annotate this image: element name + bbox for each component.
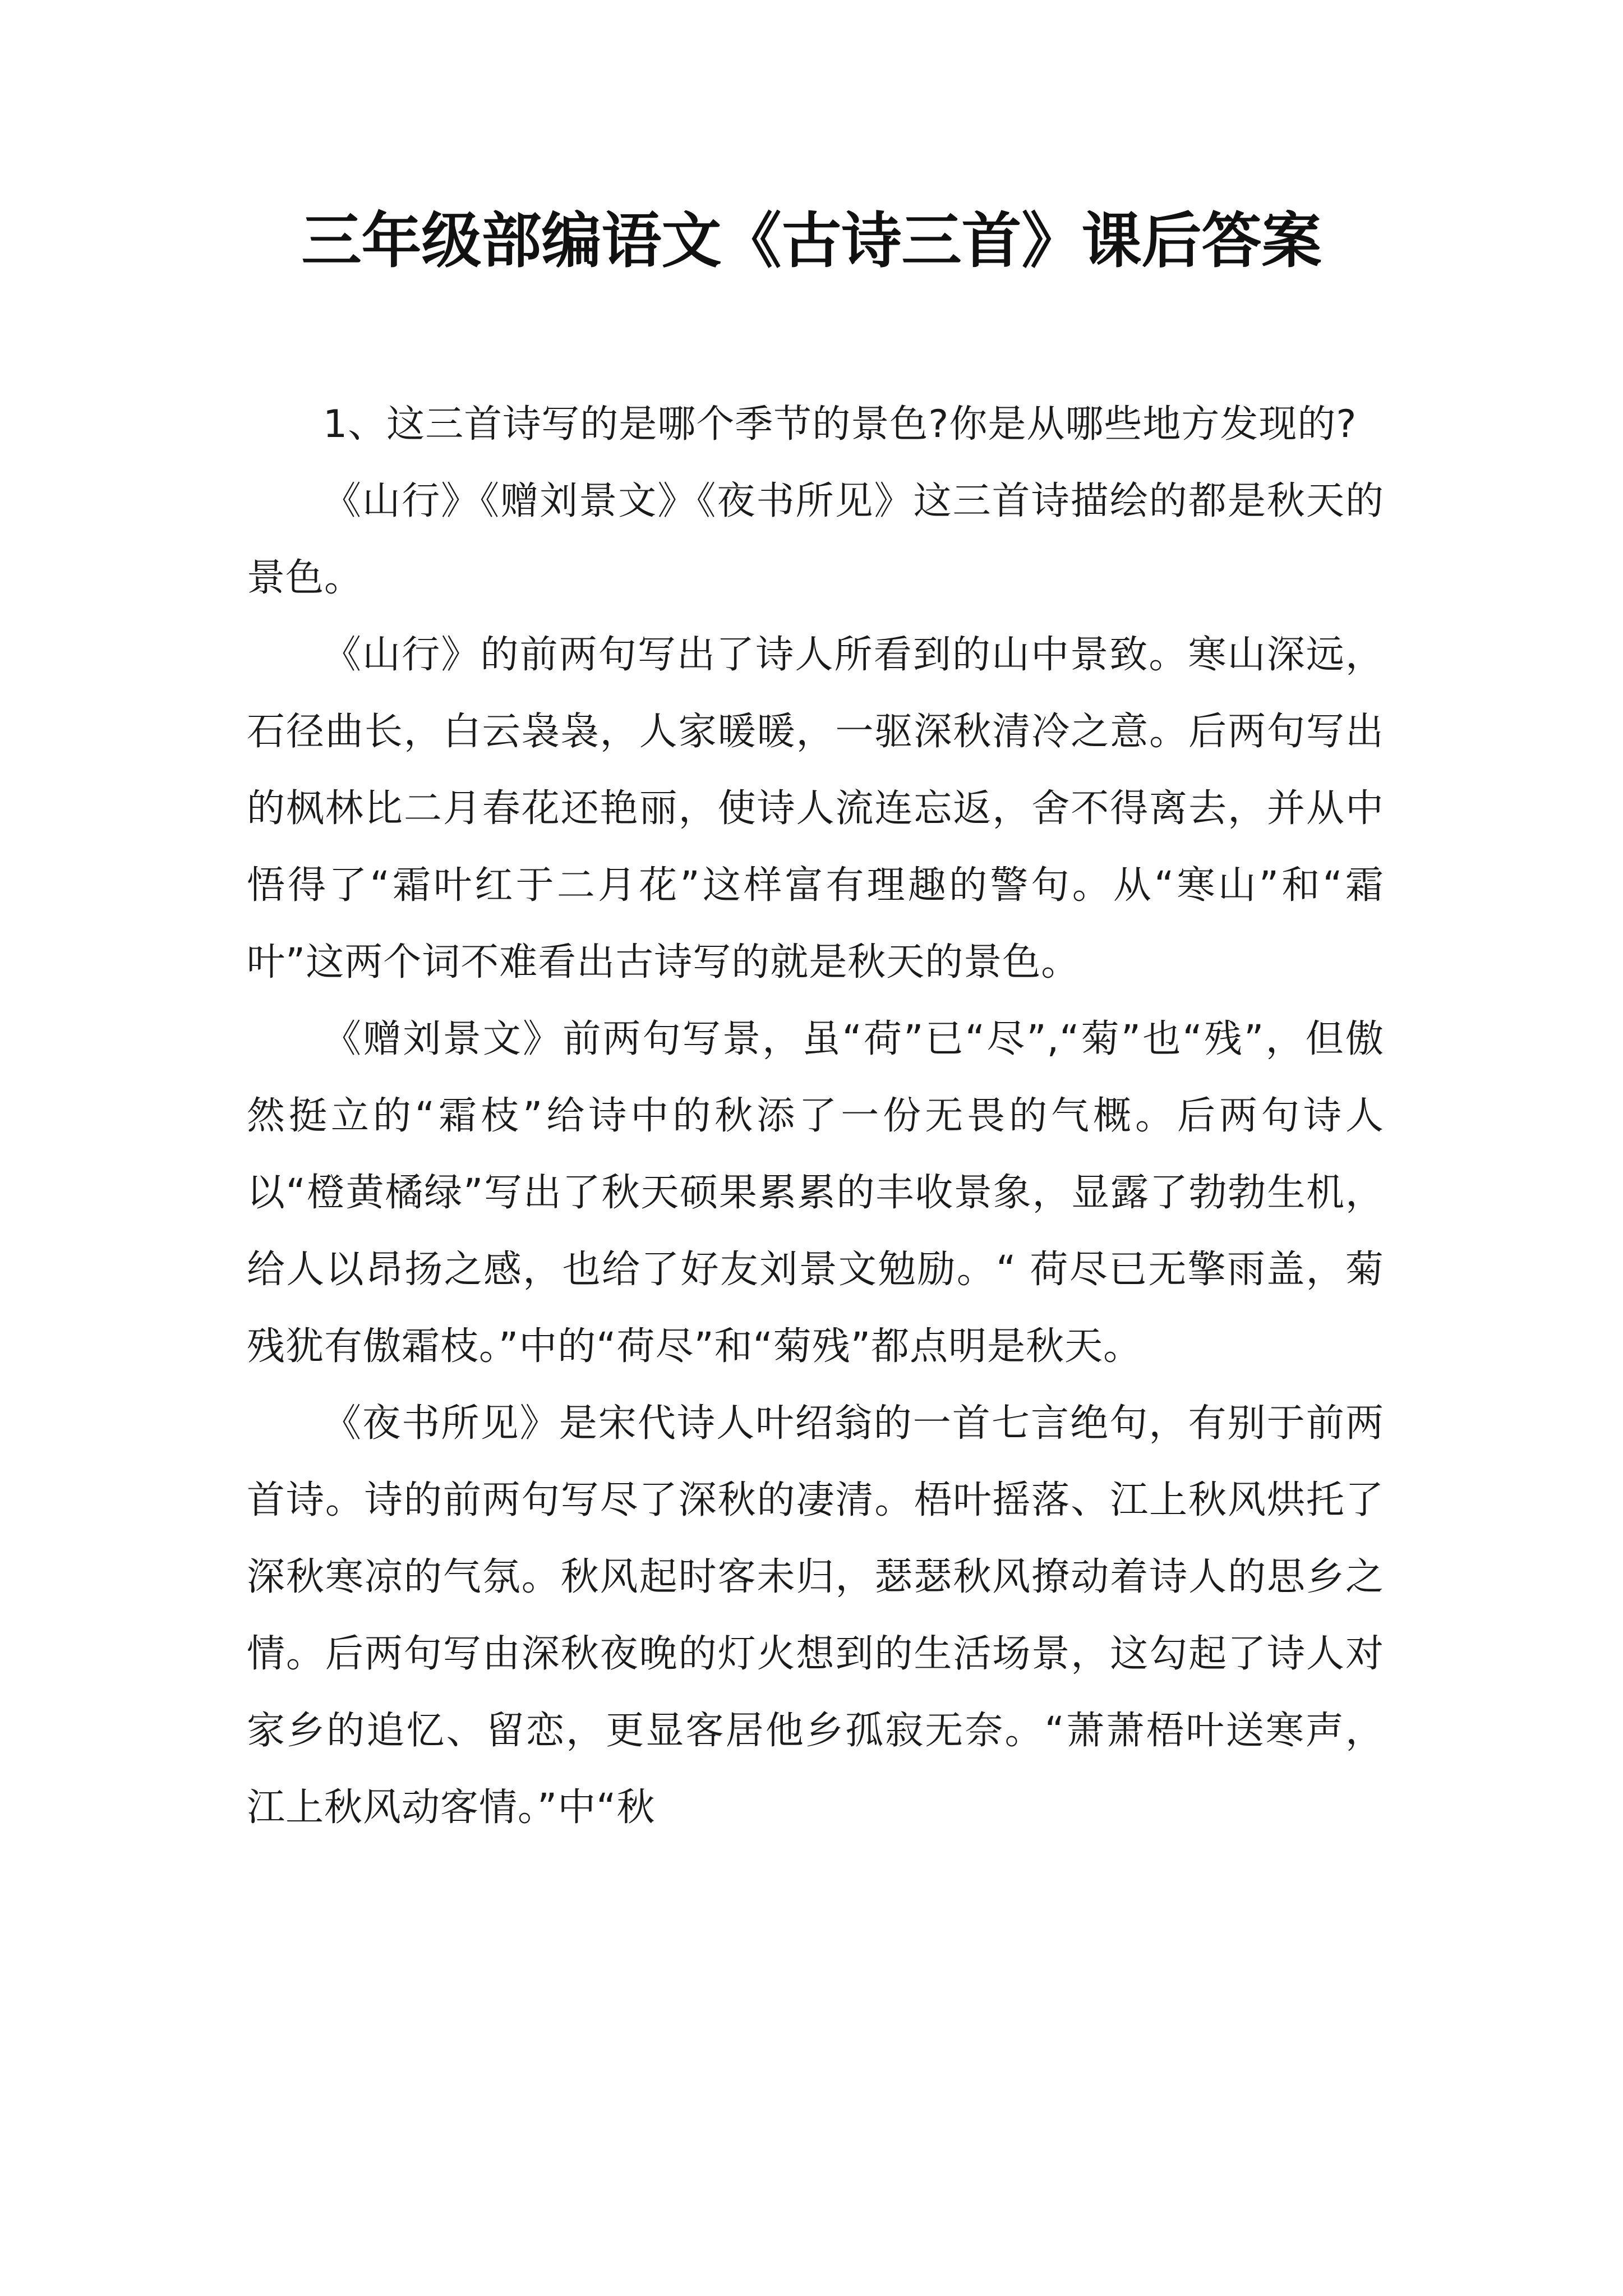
document-title: 三年级部编语文《古诗三首》课后答案 xyxy=(301,206,1322,276)
paragraph-answer-summary: 《山行》《赠刘景文》《夜书所见》这三首诗描绘的都是秋天的景色。 xyxy=(247,479,1384,600)
document-body xyxy=(247,386,1384,1846)
paragraph-ye-shu-suo-jian: 《夜书所见》是宋代诗人叶绍翁的一首七言绝句，有别于前两首诗。诗的前两句写尽了深秋的凄清。梧叶摇落、江上秋风烘托了深秋寒凉的气氛。秋风起时客未归，瑟瑟秋风撩动着诗人的思乡之情。后两句写由深秋夜晚的灯火想到的生活场景，这勾起了诗人对家乡的追忆、留恋，更显客居他乡孤寂无奈。“萧萧梧叶送寒声，江上秋风动客情。”中“秋 xyxy=(247,1401,1384,1830)
paragraph-zeng-liu-jingwen: 《赠刘景文》前两句写景，虽“荷”已“尽”,“菊”也“残”，但傲然挺立的“霜枝”给诗中的秋添了一份无畏的气概。后两句诗人以“橙黄橘绿”写出了秋天硕果累累的丰收景象，显露了勃勃生机，给人以昂扬之感，也给了好友刘景文勉励。“ 荷尽已无擎雨盖，菊残犹有傲霜枝。”中的“荷尽”和“菊残”都点明是秋天。 xyxy=(247,1017,1384,1369)
paragraph-shanxing: 《山行》的前两句写出了诗人所看到的山中景致。寒山深远，石径曲长，白云袅袅，人家暖暖，一驱深秋清冷之意。后两句写出的枫林比二月春花还艳丽，使诗人流连忘返，舍不得离去，并从中悟得了“霜叶红于二月花”这样富有理趣的警句。从“寒山”和“霜叶”这两个词不难看出古诗写的就是秋天的景色。 xyxy=(247,633,1384,984)
paragraph-question-1: 1、这三首诗写的是哪个季节的景色?你是从哪些地方发现的? xyxy=(323,402,1357,447)
